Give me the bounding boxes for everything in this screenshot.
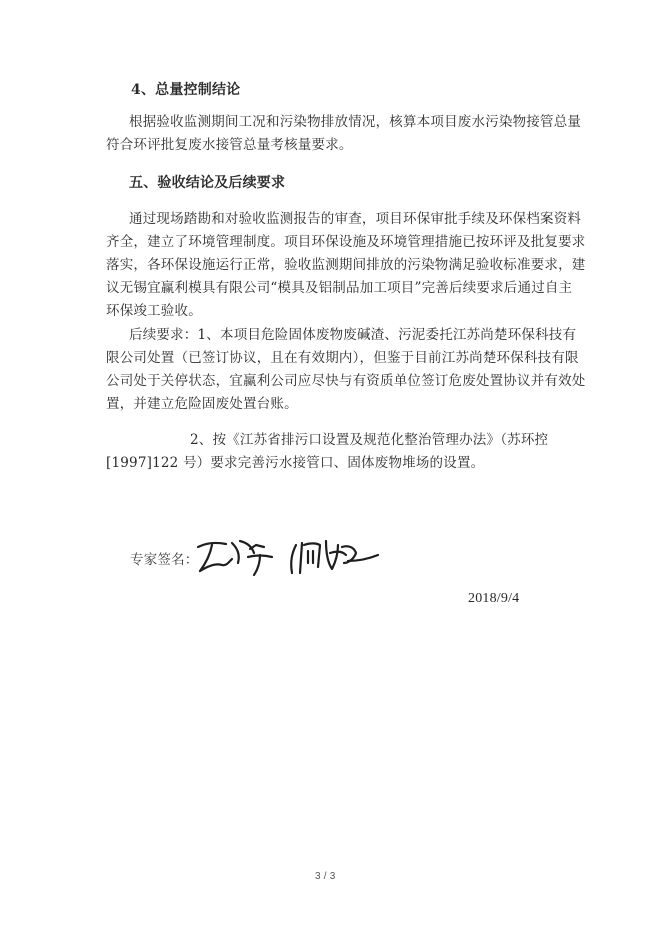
page-number: 3 / 3 — [315, 871, 336, 882]
section-4-line-1: 根据验收监测期间工况和污染物排放情况，核算本项目废水污染物接管总量 — [129, 114, 582, 130]
paragraph-1-line-1: 通过现场踏勘和对验收监测报告的审查，项目环保审批手续及环保档案资料 — [129, 211, 582, 227]
date: 2018/9/4 — [468, 591, 520, 606]
paragraph-1-line-5: 环保竣工验收。 — [106, 303, 202, 319]
section-5-title: 五、验收结论及后续要求 — [129, 175, 286, 191]
paragraph-1-line-4: 议无锡宜赢利模具有限公司“模具及铝制品加工项目”完善后续要求后通过自主 — [106, 280, 573, 296]
handwritten-signature — [192, 533, 392, 581]
paragraph-2-line-2: 限公司处置（已签订协议，且在有效期内），但鉴于目前江苏尚楚环保科技有限 — [106, 350, 579, 366]
paragraph-2-line-3: 公司处于关停状态，宜赢利公司应尽快与有资质单位签订危废处置协议并有效处 — [106, 373, 586, 389]
section-4-title: 4、总量控制结论 — [131, 82, 241, 98]
section-4-line-2: 符合环评批复废水接管总量考核量要求。 — [106, 137, 353, 153]
paragraph-3-line-1: 2、按《江苏省排污口设置及规范化整治管理办法》（苏环控 — [190, 432, 549, 448]
paragraph-1-line-2: 齐全，建立了环境管理制度。项目环保设施及环境管理措施已按环评及批复要求 — [106, 234, 586, 250]
paragraph-2-line-4: 置，并建立危险固废处置台账。 — [106, 396, 298, 412]
paragraph-2-line-1: 后续要求：1、本项目危险固体废物废碱渣、污泥委托江苏尚楚环保科技有 — [129, 327, 577, 343]
paragraph-1-line-3: 落实，各环保设施运行正常，验收监测期间排放的污染物满足验收标准要求，建 — [106, 257, 586, 273]
paragraph-3-line-2: [1997]122 号）要求完善污水接管口、固体废物堆场的设置。 — [106, 455, 485, 471]
signature-label: 专家签名： — [130, 552, 199, 568]
